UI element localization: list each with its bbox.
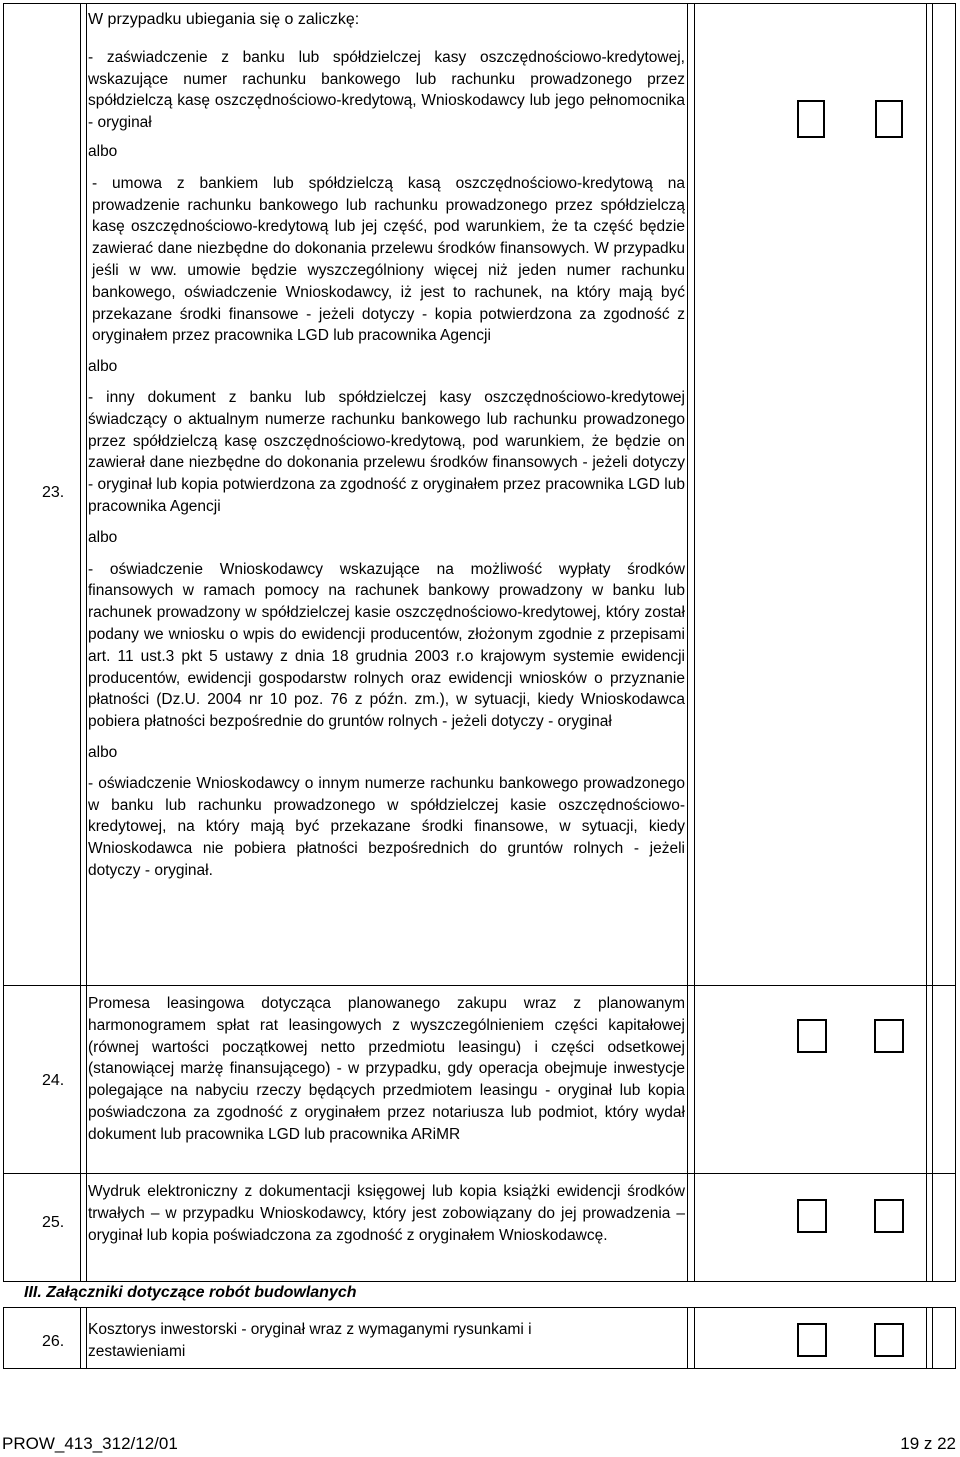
- row-23-option: - zaświadczenie z banku lub spółdzielczej kasy oszczędnościowo-kredytowej, wskazujące numer rachunku bankowego lub rachunku prowadzonego przez spółdzielczą kasę oszczędnościowo-kredytową, Wnioskodawcy lub jego pełnomocnika - oryginał: [88, 48, 685, 132]
- row-divider: [3, 1173, 956, 1174]
- row-23-separator: albo: [88, 528, 118, 546]
- page-number: 19 z 22: [900, 1434, 956, 1453]
- checkbox[interactable]: [874, 1323, 904, 1357]
- table-col-divider: [926, 3, 927, 1282]
- row-number: 24.: [42, 1072, 65, 1089]
- row-divider: [3, 985, 956, 986]
- row-26-content: Kosztorys inwestorski - oryginał wraz z wymaganymi rysunkami i zestawieniami: [88, 1321, 532, 1360]
- table-col-divider: [694, 1307, 695, 1369]
- table-col-divider: [86, 1307, 87, 1369]
- table-col-divider: [687, 3, 688, 1282]
- row-23-separator: albo: [88, 358, 118, 376]
- checkbox[interactable]: [797, 1019, 827, 1053]
- row-23-option: - oświadczenie Wnioskodawcy o innym numerze rachunku bankowego prowadzonego w banku lub rachunku prowadzonego w spółdzielczej kasie oszczędnościowo-kredytowej, na który mają być przekazane środki finansowe, w sytuacji, kiedy Wnioskodawca nie pobiera płatności bezpośrednich do gruntów rolnych - jeżeli dotyczy - oryginał.: [88, 774, 685, 879]
- row-23-option: - umowa z bankiem lub spółdzielczą kasą oszczędnościowo-kredytową na prowadzenie rachunku bankowego lub rachunku prowadzonego przez spółdzielczą kasę oszczędnościowo-kredytową lub jej część, pod warunkiem, że ta część będzie zawierać dane niezbędne do dokonania przelewu środków finansowych. W przypadku jeśli w ww. umowie będzie wyszczególniony więcej niż jeden numer rachunku bankowego, oświadczenie Wnioskodawcy, iż jest to rachunek, na który mają być przekazane środki finansowe - jeżeli dotyczy - kopia potwierdzona za zgodność z oryginałem przez pracownika LGD lub pracownika Agencji: [92, 174, 685, 345]
- row-23-separator: albo: [88, 142, 118, 160]
- table-col-divider: [86, 3, 87, 1282]
- row-23-option: - oświadczenie Wnioskodawcy wskazujące na możliwość wypłaty środków finansowych w ramach pomocy na rachunek bankowy prowadzony w banku lub rachunek prowadzony w spółdzielczej kasie oszczędnościowo-kredytowej, który został podany we wniosku o wpis do ewidencji producentów, złożonym zgodnie z przepisami art. 11 ust.3 pkt 5 ustawy z dnia 18 grudnia 2003 r.o krajowym systemie ewidencji producentów, ewidencji gospodarstw rolnych oraz ewidencji wniosków o przyznanie płatności (Dz.U. 2004 nr 10 poz. 76 z późn. zm.), w sytuacji, kiedy Wnioskodawca pobiera płatności bezpośrednie do gruntów rolnych - jeżeli dotyczy - oryginał: [88, 560, 685, 731]
- checkbox[interactable]: [797, 1323, 827, 1357]
- row-23-separator: albo: [88, 743, 118, 761]
- checkbox[interactable]: [875, 100, 903, 138]
- section-title: III. Załączniki dotyczące robót budowlanych: [24, 1284, 357, 1301]
- checkbox[interactable]: [797, 1199, 827, 1233]
- table-col-divider: [932, 3, 933, 1282]
- checkbox[interactable]: [874, 1019, 904, 1053]
- row-23-intro: W przypadku ubiegania się o zaliczkę:: [88, 11, 360, 28]
- table-col-divider: [694, 3, 695, 1282]
- row-number: 25.: [42, 1214, 65, 1231]
- row-23-option: - inny dokument z banku lub spółdzielczej kasy oszczędnościowo-kredytowej świadczący o aktualnym numerze rachunku bankowego lub rachunku prowadzonego przez spółdzielczą kasę oszczędnościowo-kredytową, pod warunkiem, że będzie on zawierał dane niezbędne do dokonania przelewu środków finansowych - jeżeli dotyczy - oryginał lub kopia potwierdzona za zgodność z oryginałem przez pracownika LGD lub pracownika Agencji: [88, 388, 685, 515]
- row-number: 23.: [42, 484, 65, 501]
- row-23-content: [88, 9, 685, 882]
- checkbox[interactable]: [874, 1199, 904, 1233]
- table-col-divider: [80, 3, 81, 1282]
- row-number: 26.: [42, 1333, 65, 1350]
- table-col-divider: [932, 1307, 933, 1369]
- document-code: PROW_413_312/12/01: [2, 1434, 178, 1453]
- row-24-content: Promesa leasingowa dotycząca planowanego zakupu wraz z planowanym harmonogramem spłat rat leasingowych z wyszczególnieniem części kapitałowej (równej wartości początkowej netto przedmiotu leasingu) i części odsetkowej (stanowiącej marżę finansującego) - w przypadku, gdy operacja obejmuje inwestycje polegające na nabyciu rzeczy będących przedmiotem leasingu - oryginał lub kopia poświadczona za zgodność z oryginałem przez notariusza lub podmiot, który wydał dokument lub pracownika LGD lub pracownika ARiMR: [88, 995, 685, 1143]
- table-col-divider: [687, 1307, 688, 1369]
- table-col-divider: [926, 1307, 927, 1369]
- row-25-content: Wydruk elektroniczny z dokumentacji księgowej lub kopia książki ewidencji środków trwałych – w przypadku Wnioskodawcy, który jest zobowiązany do jej prowadzenia – oryginał lub kopia poświadczona za zgodność z oryginałem Wnioskodawcę.: [88, 1183, 685, 1244]
- checkbox[interactable]: [797, 100, 825, 138]
- table-col-divider: [80, 1307, 81, 1369]
